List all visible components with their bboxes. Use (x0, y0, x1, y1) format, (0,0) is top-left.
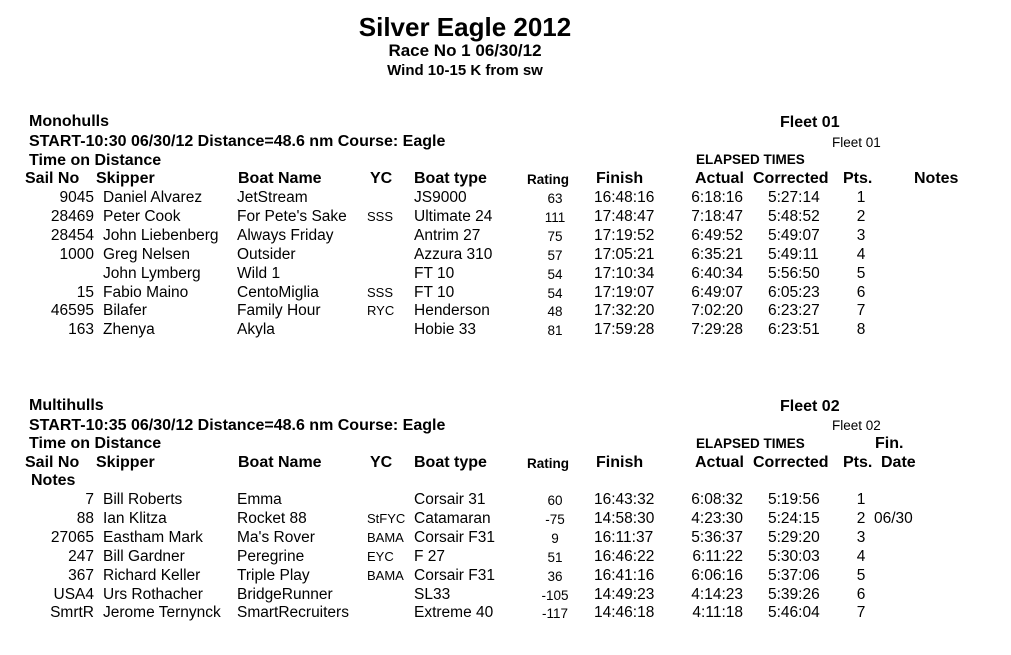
header-rating: Rating (527, 456, 569, 471)
cell-sail: 15 (76, 283, 94, 301)
cell-finish: 17:10:34 (594, 264, 655, 282)
cell-actual: 6:08:32 (691, 491, 743, 508)
cell-corrected: 5:49:11 (768, 245, 819, 263)
cell-corrected: 5:56:50 (768, 264, 820, 282)
cell-rating: 48 (547, 304, 563, 320)
cell-finish: 17:48:47 (594, 207, 655, 225)
cell-rating: 54 (547, 285, 563, 301)
cell-rating: 111 (544, 209, 566, 225)
cell-rating: -105 (541, 587, 569, 603)
cell-actual: 7:29:28 (691, 321, 743, 339)
fleet-sublabel: Fleet 02 (832, 418, 881, 433)
header-sail-no: Sail No (25, 454, 80, 471)
cell-skipper: Greg Nelsen (103, 245, 191, 263)
cell-actual: 5:36:37 (691, 528, 743, 546)
header-notes: Notes (31, 472, 76, 489)
cell-finish: 16:11:37 (594, 528, 654, 546)
cell-yc: SSS (367, 284, 394, 300)
header-actual: Actual (695, 170, 744, 187)
cell-corrected: 5:46:04 (768, 604, 820, 622)
cell-skipper: Zhenya (103, 321, 155, 339)
cell-finish: 17:19:52 (594, 226, 655, 244)
cell-skipper: Eastham Mark (103, 528, 203, 546)
cell-yc: BAMA (367, 567, 404, 583)
header-notes: Notes (914, 170, 959, 187)
cell-pts: 2 (856, 207, 866, 225)
header-boat-type: Boat type (414, 454, 487, 471)
cell-yc: RYC (367, 303, 395, 319)
cell-skipper: John Lymberg (103, 264, 201, 282)
cell-rating: 60 (547, 493, 563, 508)
cell-actual: 7:02:20 (691, 302, 743, 320)
cell-rating: -117 (541, 606, 569, 622)
cell-finish: 16:41:16 (594, 566, 655, 584)
wind-info: Wind 10-15 K from sw (387, 62, 543, 79)
cell-rating: 54 (547, 266, 563, 282)
cell-pts: 4 (856, 547, 866, 565)
cell-pts: 7 (856, 302, 866, 320)
cell-skipper: Jerome Ternynck (103, 604, 221, 622)
cell-corrected: 5:19:56 (768, 491, 820, 508)
header-date: Date (881, 454, 916, 471)
cell-actual: 4:11:18 (692, 604, 743, 622)
cell-corrected: 6:23:27 (768, 302, 820, 320)
cell-type: JS9000 (414, 189, 467, 206)
cell-rating: 57 (547, 247, 563, 263)
cell-actual: 4:23:30 (691, 509, 743, 527)
cell-finish: 14:58:30 (594, 509, 655, 527)
cell-rating: 36 (547, 568, 563, 584)
cell-type: F 27 (414, 547, 446, 565)
cell-sail: 7 (85, 491, 94, 508)
fleet-label: Fleet 02 (780, 398, 840, 415)
cell-pts: 1 (856, 189, 866, 206)
elapsed-times-label: ELAPSED TIMES (696, 436, 805, 451)
cell-boat: Rocket 88 (237, 509, 307, 527)
header-yc: YC (370, 454, 393, 471)
cell-actual: 6:06:16 (691, 566, 743, 584)
header-finish: Finish (596, 454, 644, 471)
cell-boat: Peregrine (237, 547, 305, 565)
cell-type: Azzura 310 (414, 245, 493, 263)
header-pts: Pts. (843, 170, 873, 187)
cell-corrected: 5:29:20 (768, 528, 820, 546)
cell-type: Corsair 31 (414, 491, 486, 508)
cell-skipper: Peter Cook (103, 207, 181, 225)
cell-skipper: Fabio Maino (103, 283, 189, 301)
cell-corrected: 5:48:52 (768, 207, 820, 225)
cell-sail: 28469 (50, 207, 94, 225)
cell-finish: 17:19:07 (594, 283, 655, 301)
cell-boat: Triple Play (237, 566, 310, 584)
cell-sail: 28454 (50, 226, 94, 244)
cell-rating: 51 (547, 549, 563, 565)
cell-boat: BridgeRunner (237, 585, 333, 603)
cell-sail: 88 (76, 509, 94, 527)
cell-actual: 6:49:52 (691, 226, 743, 244)
cell-boat: Wild 1 (237, 264, 281, 282)
cell-skipper: Urs Rothacher (103, 585, 203, 603)
cell-actual: 6:18:16 (691, 189, 743, 206)
cell-corrected: 5:30:03 (768, 547, 820, 565)
header-corrected: Corrected (753, 170, 829, 187)
cell-actual: 6:11:22 (692, 547, 743, 565)
cell-sail: 46595 (50, 302, 94, 320)
header-sail-no: Sail No (25, 170, 80, 187)
cell-finish: 17:59:28 (594, 321, 655, 339)
cell-sail: 27065 (50, 528, 94, 546)
header-skipper: Skipper (96, 454, 155, 471)
header-boat-type: Boat type (414, 170, 487, 187)
cell-sail: USA4 (53, 585, 94, 603)
cell-boat: Akyla (237, 321, 275, 339)
cell-boat: Always Friday (237, 226, 334, 244)
cell-boat: SmartRecruiters (237, 604, 349, 622)
cell-type: Hobie 33 (414, 321, 477, 339)
cell-finish: 14:49:23 (594, 585, 655, 603)
cell-type: FT 10 (414, 264, 455, 282)
cell-boat: Emma (237, 491, 282, 508)
cell-pts: 5 (856, 264, 866, 282)
cell-skipper: Bill Gardner (103, 547, 185, 565)
cell-rating: 9 (551, 530, 559, 546)
cell-finish: 16:48:16 (594, 189, 655, 206)
cell-sail: 163 (68, 321, 94, 339)
elapsed-times-label: ELAPSED TIMES (696, 152, 805, 167)
fin-label: Fin. (875, 435, 904, 452)
cell-pts: 6 (856, 585, 866, 603)
cell-pts: 2 (856, 509, 866, 527)
section-title: Multihulls (29, 397, 104, 414)
cell-type: Extreme 40 (414, 604, 494, 622)
header-rating: Rating (527, 172, 569, 187)
cell-yc: EYC (367, 548, 394, 564)
cell-yc: BAMA (367, 529, 404, 545)
cell-yc: SSS (367, 208, 394, 224)
header-boat-name: Boat Name (238, 170, 322, 187)
cell-skipper: Daniel Alvarez (103, 189, 203, 206)
cell-corrected: 6:05:23 (768, 283, 820, 301)
cell-skipper: John Liebenberg (103, 226, 219, 244)
cell-pts: 5 (856, 566, 866, 584)
cell-rating: 81 (547, 323, 563, 339)
race-info: Race No 1 06/30/12 (388, 41, 542, 60)
fleet-sublabel: Fleet 01 (832, 135, 881, 150)
cell-sail: 9045 (59, 189, 94, 206)
cell-pts: 1 (856, 491, 866, 508)
cell-type: FT 10 (414, 283, 455, 301)
scoring-method: Time on Distance (29, 152, 162, 169)
cell-skipper: Richard Keller (103, 566, 201, 584)
cell-type: SL33 (414, 585, 451, 603)
cell-pts: 3 (856, 528, 866, 546)
cell-actual: 7:18:47 (691, 207, 743, 225)
cell-finish: 14:46:18 (594, 604, 655, 622)
header-boat-name: Boat Name (238, 454, 322, 471)
cell-boat: Outsider (237, 245, 296, 263)
cell-corrected: 6:23:51 (768, 321, 820, 339)
cell-rating: 75 (547, 228, 563, 244)
cell-skipper: Ian Klitza (103, 509, 167, 527)
scoring-method: Time on Distance (29, 435, 162, 452)
cell-finish: 16:43:32 (594, 491, 655, 508)
cell-boat: Ma's Rover (237, 528, 315, 546)
cell-boat: Family Hour (237, 302, 321, 320)
cell-boat: CentoMiglia (237, 283, 319, 301)
header-finish: Finish (596, 170, 644, 187)
section-title: Monohulls (29, 113, 109, 130)
cell-type: Antrim 27 (414, 226, 481, 244)
cell-corrected: 5:39:26 (768, 585, 820, 603)
cell-actual: 4:14:23 (691, 585, 743, 603)
cell-boat: JetStream (237, 189, 308, 206)
header-pts: Pts. (843, 454, 873, 471)
fleet-label: Fleet 01 (780, 114, 840, 131)
cell-actual: 6:49:07 (691, 283, 743, 301)
cell-boat: For Pete's Sake (237, 207, 347, 225)
header-yc: YC (370, 170, 393, 187)
header-skipper: Skipper (96, 170, 155, 187)
cell-finish: 17:05:21 (594, 245, 655, 263)
cell-date: 06/30 (874, 509, 913, 527)
cell-finish: 16:46:22 (594, 547, 655, 565)
cell-actual: 6:35:21 (691, 245, 743, 263)
header-actual: Actual (695, 454, 744, 471)
start-info: START-10:35 06/30/12 Distance=48.6 nm Course: Eagle (29, 417, 446, 434)
cell-sail: 367 (68, 566, 94, 584)
cell-pts: 3 (856, 226, 866, 244)
cell-skipper: Bilafer (103, 302, 147, 320)
cell-yc: StFYC (367, 510, 406, 526)
page-title: Silver Eagle 2012 (358, 12, 572, 42)
cell-pts: 6 (856, 283, 866, 301)
cell-pts: 8 (856, 321, 866, 339)
cell-skipper: Bill Roberts (103, 491, 183, 508)
cell-type: Henderson (414, 302, 490, 320)
start-info: START-10:30 06/30/12 Distance=48.6 nm Course: Eagle (29, 133, 446, 150)
cell-finish: 17:32:20 (594, 302, 655, 320)
cell-sail: 1000 (59, 245, 94, 263)
cell-type: Ultimate 24 (414, 207, 493, 225)
cell-sail: 247 (68, 547, 94, 565)
cell-pts: 4 (856, 245, 866, 263)
header-corrected: Corrected (753, 454, 829, 471)
cell-type: Corsair F31 (414, 528, 495, 546)
cell-type: Corsair F31 (414, 566, 495, 584)
cell-type: Catamaran (414, 509, 491, 527)
cell-corrected: 5:27:14 (768, 189, 820, 206)
cell-pts: 7 (856, 604, 866, 622)
cell-rating: 63 (547, 191, 563, 206)
cell-corrected: 5:37:06 (768, 566, 820, 584)
cell-rating: -75 (545, 511, 565, 527)
cell-corrected: 5:24:15 (768, 509, 820, 527)
cell-sail: SmrtR (50, 604, 94, 622)
cell-actual: 6:40:34 (691, 264, 743, 282)
cell-corrected: 5:49:07 (768, 226, 820, 244)
